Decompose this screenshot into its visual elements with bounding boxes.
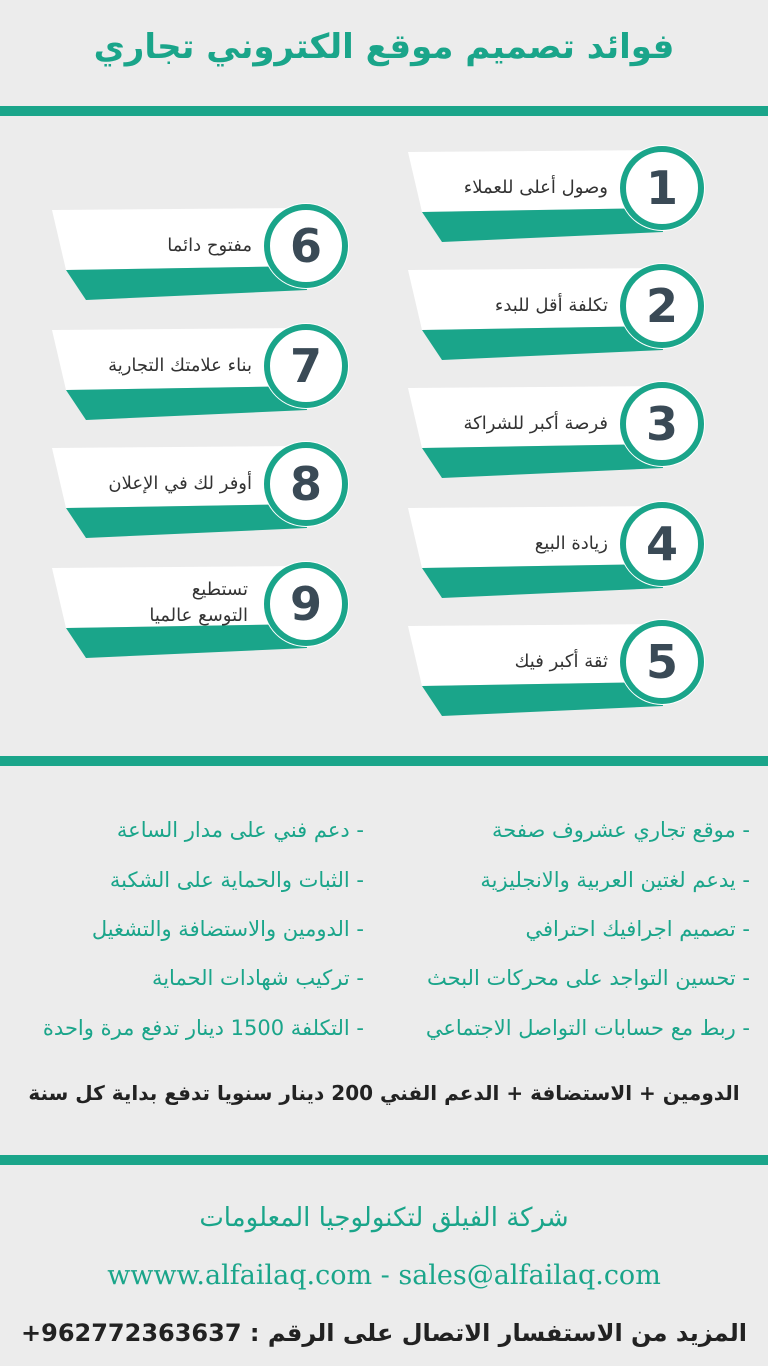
benefit-banner-2: [408, 268, 708, 368]
feature-item-left: - الدومين والاستضافة والتشغيل: [91, 917, 364, 941]
benefit-banner-7: [52, 328, 352, 428]
feature-item-left: - تركيب شهادات الحماية: [151, 966, 364, 990]
benefit-banner-9: [52, 566, 352, 666]
benefit-label: ثقة أكبر فيك: [514, 651, 608, 672]
benefit-banner-4: [408, 506, 708, 606]
benefit-label: بناء علامتك التجارية: [108, 355, 252, 376]
page-title: فوائد تصميم موقع الكتروني تجاري: [93, 27, 675, 67]
benefit-number: 9: [289, 577, 322, 631]
bottom-divider: [0, 1155, 768, 1165]
benefit-banner-5: [408, 624, 708, 724]
benefit-label-line1: تستطيع: [191, 579, 248, 600]
feature-item-right: - تحسين التواجد على محركات البحث: [427, 966, 750, 990]
benefit-number: 6: [289, 219, 322, 273]
feature-item-left: - الثبات والحماية على الشكبة: [109, 868, 364, 892]
top-divider: [0, 106, 768, 116]
feature-item-left: - دعم فني على مدار الساعة: [116, 818, 364, 842]
benefit-banner-8: [52, 446, 352, 546]
benefit-number: 1: [645, 161, 678, 215]
company-name: شركة الفيلق لتكنولوجيا المعلومات: [199, 1203, 569, 1233]
benefit-label-line2: التوسع عالميا: [149, 605, 248, 626]
feature-item-left: - التكلفة 1500 دينار تدفع مرة واحدة: [42, 1016, 364, 1040]
pricing-note: الدومين + الاستضافة + الدعم الفني 200 دينار سنويا تدفع بداية كل سنة: [28, 1081, 740, 1105]
benefit-number: 3: [645, 397, 678, 451]
benefit-banner-3: [408, 386, 708, 486]
benefit-number: 8: [289, 457, 322, 511]
benefit-label: زيادة البيع: [534, 533, 608, 554]
benefit-number: 5: [645, 635, 678, 689]
feature-item-right: - ربط مع حسابات التواصل الاجتماعي: [425, 1016, 750, 1040]
benefit-label: أوفر لك في الإعلان: [108, 473, 252, 494]
feature-item-right: - موقع تجاري عشروف صفحة: [492, 818, 750, 842]
benefit-number: 7: [289, 339, 322, 393]
contact-phone[interactable]: المزيد من الاستفسار الاتصال على الرقم : 962772363637+: [21, 1319, 747, 1347]
benefit-label: وصول أعلى للعملاء: [463, 177, 608, 198]
feature-item-right: - يدعم لغتين العربية والانجليزية: [480, 868, 750, 892]
benefit-number: 4: [645, 517, 678, 571]
feature-item-right: - تصميم اجرافيك احترافي: [525, 917, 750, 941]
benefit-banner-6: [52, 208, 352, 308]
benefit-label: فرصة أكبر للشراكة: [463, 413, 608, 434]
benefit-label: مفتوح دائما: [167, 235, 252, 256]
benefit-label: تكلفة أقل للبدء: [494, 295, 608, 316]
benefit-banner-1: [408, 150, 708, 250]
middle-divider: [0, 756, 768, 766]
website-email[interactable]: wwww.alfailaq.com - sales@alfailaq.com: [107, 1260, 661, 1291]
benefit-number: 2: [645, 279, 678, 333]
